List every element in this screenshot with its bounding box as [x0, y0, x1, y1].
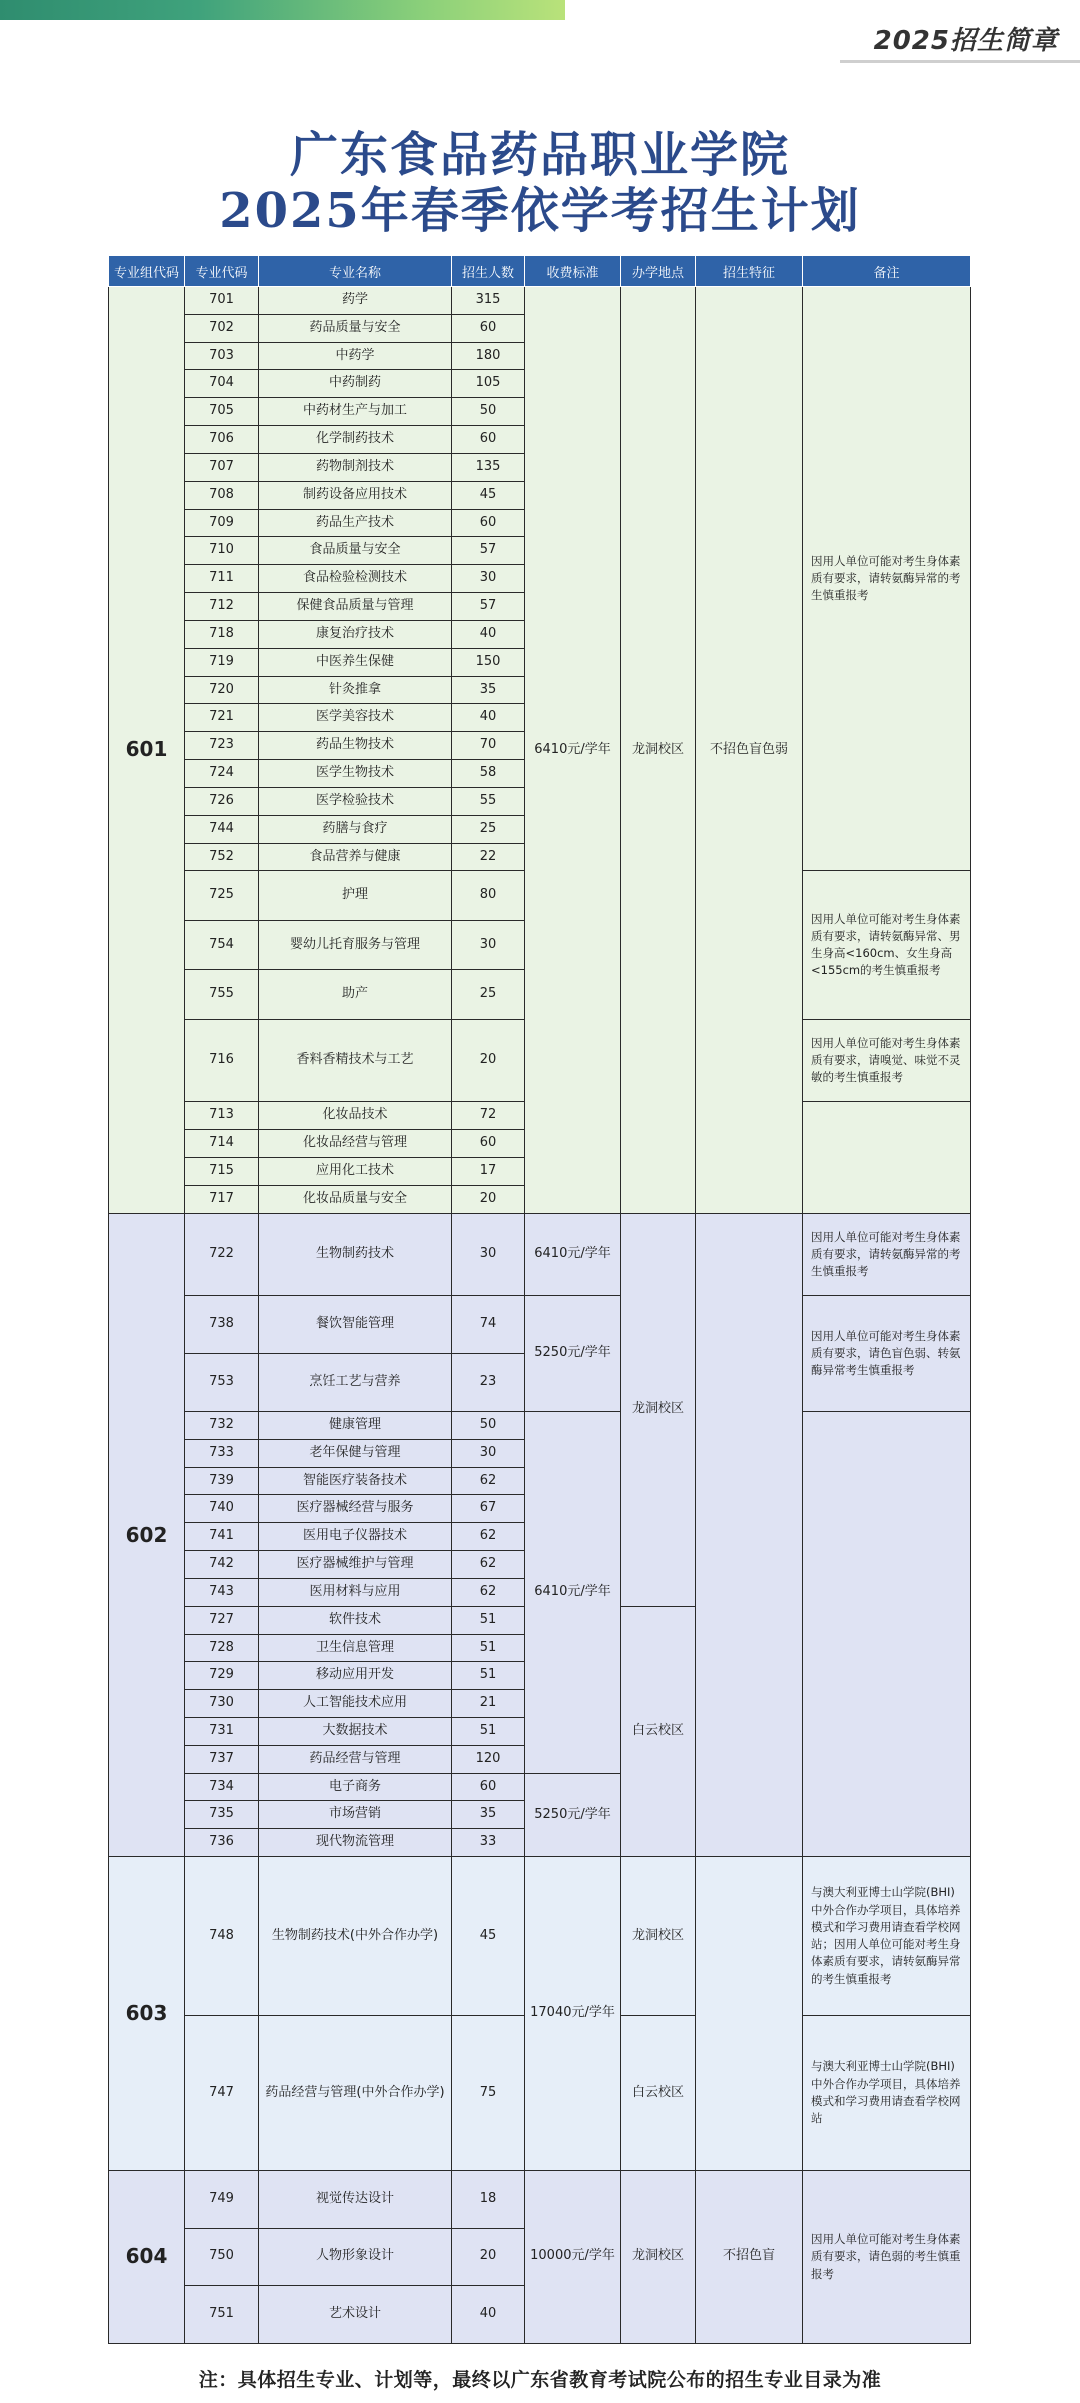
feature-cell-empty: [696, 1857, 803, 2170]
major-code: 742: [185, 1551, 259, 1579]
major-name: 烹饪工艺与营养: [259, 1354, 452, 1412]
enroll-count: 80: [452, 871, 525, 920]
major-code: 736: [185, 1829, 259, 1857]
enroll-count: 20: [452, 2228, 525, 2286]
enroll-count: 70: [452, 732, 525, 760]
enroll-count: 23: [452, 1354, 525, 1412]
table-row: [109, 2170, 971, 2228]
enroll-count: 40: [452, 620, 525, 648]
major-name: 生物制药技术(中外合作办学): [259, 1857, 452, 2016]
fee-cell: 17040元/学年: [525, 1857, 621, 2170]
major-name: 化妆品质量与安全: [259, 1185, 452, 1213]
remark-cell: 与澳大利亚博士山学院(BHI)中外合作办学项目，具体培养模式和学习费用请查看学校网站: [803, 2016, 971, 2171]
campus-cell: 白云校区: [621, 1606, 696, 1857]
major-code: 731: [185, 1718, 259, 1746]
campus-cell: 龙洞校区: [621, 1213, 696, 1606]
enroll-count: 62: [452, 1467, 525, 1495]
major-code: 735: [185, 1801, 259, 1829]
enroll-count: 35: [452, 1801, 525, 1829]
group-601: [109, 287, 971, 1214]
major-name: 医用材料与应用: [259, 1578, 452, 1606]
major-code: 728: [185, 1634, 259, 1662]
remark-cell: 与澳大利亚博士山学院(BHI)中外合作办学项目，具体培养模式和学习费用请查看学校网站；因用人单位可能对考生身体素质有要求，请转氨酶异常的考生慎重报考: [803, 1857, 971, 2016]
enroll-count: 60: [452, 1773, 525, 1801]
fee-cell: 6410元/学年: [525, 287, 621, 1214]
enroll-count: 60: [452, 426, 525, 454]
feature-cell-empty: [696, 1213, 803, 1856]
col-header-major-code: 专业代码: [185, 256, 259, 287]
major-code: 722: [185, 1213, 259, 1295]
major-code: 707: [185, 453, 259, 481]
enroll-count: 33: [452, 1829, 525, 1857]
major-name: 化学制药技术: [259, 426, 452, 454]
remark-cell: 因用人单位可能对考生身体素质有要求，请转氨酶异常、男生身高<160cm、女生身高<155cm的考生慎重报考: [803, 871, 971, 1019]
major-name: 医学美容技术: [259, 704, 452, 732]
enroll-count: 60: [452, 314, 525, 342]
feature-cell: 不招色盲: [696, 2170, 803, 2343]
enroll-count: 22: [452, 843, 525, 871]
major-name: 食品质量与安全: [259, 537, 452, 565]
major-code: 734: [185, 1773, 259, 1801]
enroll-count: 45: [452, 1857, 525, 2016]
major-name: 康复治疗技术: [259, 620, 452, 648]
major-code: 703: [185, 342, 259, 370]
major-name: 香料香精技术与工艺: [259, 1019, 452, 1101]
remark-cell: 因用人单位可能对考生身体素质有要求，请转氨酶异常的考生慎重报考: [803, 1213, 971, 1295]
fee-cell: 6410元/学年: [525, 1213, 621, 1295]
major-name: 软件技术: [259, 1606, 452, 1634]
major-code: 713: [185, 1102, 259, 1130]
major-name: 化妆品技术: [259, 1102, 452, 1130]
table-header-row: [109, 256, 971, 287]
enroll-count: 62: [452, 1551, 525, 1579]
major-code: 708: [185, 481, 259, 509]
enroll-count: 40: [452, 2286, 525, 2344]
col-header-fee: 收费标准: [525, 256, 621, 287]
major-code: 739: [185, 1467, 259, 1495]
enroll-count: 51: [452, 1718, 525, 1746]
major-name: 婴幼儿托育服务与管理: [259, 920, 452, 969]
enroll-count: 17: [452, 1157, 525, 1185]
enroll-count: 18: [452, 2170, 525, 2228]
major-name: 中医养生保健: [259, 648, 452, 676]
enrollment-plan-table: [108, 255, 971, 2344]
enroll-count: 20: [452, 1019, 525, 1101]
enroll-count: 40: [452, 704, 525, 732]
col-header-enroll-count: 招生人数: [452, 256, 525, 287]
major-name: 保健食品质量与管理: [259, 593, 452, 621]
major-name: 护理: [259, 871, 452, 920]
brochure-divider: [840, 60, 1080, 63]
enroll-count: 25: [452, 815, 525, 843]
major-name: 智能医疗装备技术: [259, 1467, 452, 1495]
brochure-tag: 2025招生简章: [873, 26, 1058, 56]
col-header-major-name: 专业名称: [259, 256, 452, 287]
enroll-count: 180: [452, 342, 525, 370]
enroll-count: 150: [452, 648, 525, 676]
enroll-count: 51: [452, 1662, 525, 1690]
footer-note: 注：具体招生专业、计划等，最终以广东省教育考试院公布的招生专业目录为准: [198, 2369, 882, 2391]
major-name: 药膳与食疗: [259, 815, 452, 843]
major-name: 艺术设计: [259, 2286, 452, 2344]
major-name: 药品经营与管理: [259, 1745, 452, 1773]
college-title: 广东食品药品职业学院: [289, 127, 790, 183]
enroll-count: 74: [452, 1296, 525, 1354]
major-name: 制药设备应用技术: [259, 481, 452, 509]
enroll-count: 25: [452, 970, 525, 1019]
enroll-count: 55: [452, 787, 525, 815]
plan-title: 2025年春季依学考招生计划: [219, 183, 861, 239]
enroll-count: 51: [452, 1634, 525, 1662]
major-code: 712: [185, 593, 259, 621]
major-name: 人工智能技术应用: [259, 1690, 452, 1718]
enroll-count: 30: [452, 565, 525, 593]
fee-cell: 5250元/学年: [525, 1773, 621, 1857]
major-code: 714: [185, 1130, 259, 1158]
major-name: 电子商务: [259, 1773, 452, 1801]
enroll-count: 72: [452, 1102, 525, 1130]
enroll-count: 45: [452, 481, 525, 509]
major-code: 751: [185, 2286, 259, 2344]
major-name: 人物形象设计: [259, 2228, 452, 2286]
enroll-count: 58: [452, 760, 525, 788]
col-header-group-code: 专业组代码: [109, 256, 185, 287]
major-code: 729: [185, 1662, 259, 1690]
group-603: [109, 1857, 971, 2170]
major-name: 药品质量与安全: [259, 314, 452, 342]
major-code: 721: [185, 704, 259, 732]
major-code: 727: [185, 1606, 259, 1634]
major-code: 738: [185, 1296, 259, 1354]
table-row: [109, 1213, 971, 1295]
fee-cell: 10000元/学年: [525, 2170, 621, 2343]
fee-cell: 5250元/学年: [525, 1296, 621, 1411]
major-name: 药品经营与管理(中外合作办学): [259, 2016, 452, 2171]
major-name: 食品营养与健康: [259, 843, 452, 871]
feature-cell: 不招色盲色弱: [696, 287, 803, 1214]
major-name: 老年保健与管理: [259, 1439, 452, 1467]
major-code: 749: [185, 2170, 259, 2228]
enroll-count: 30: [452, 1439, 525, 1467]
major-code: 733: [185, 1439, 259, 1467]
enroll-count: 50: [452, 1411, 525, 1439]
major-code: 701: [185, 287, 259, 315]
major-name: 生物制药技术: [259, 1213, 452, 1295]
major-name: 食品检验检测技术: [259, 565, 452, 593]
col-header-feature: 招生特征: [696, 256, 803, 287]
enroll-count: 20: [452, 1185, 525, 1213]
major-code: 732: [185, 1411, 259, 1439]
major-name: 中药学: [259, 342, 452, 370]
major-code: 753: [185, 1354, 259, 1412]
major-name: 药物制剂技术: [259, 453, 452, 481]
major-code: 752: [185, 843, 259, 871]
col-header-remarks: 备注: [803, 256, 971, 287]
major-name: 针灸推拿: [259, 676, 452, 704]
major-name: 移动应用开发: [259, 1662, 452, 1690]
major-code: 711: [185, 565, 259, 593]
enroll-count: 60: [452, 509, 525, 537]
major-name: 市场营销: [259, 1801, 452, 1829]
major-code: 723: [185, 732, 259, 760]
major-code: 748: [185, 1857, 259, 2016]
major-name: 中药材生产与加工: [259, 398, 452, 426]
major-name: 医疗器械经营与服务: [259, 1495, 452, 1523]
major-code: 717: [185, 1185, 259, 1213]
remark-cell: 因用人单位可能对考生身体素质有要求，请嗅觉、味觉不灵敏的考生慎重报考: [803, 1019, 971, 1101]
major-name: 化妆品经营与管理: [259, 1130, 452, 1158]
group-604: [109, 2170, 971, 2343]
group-602: [109, 1213, 971, 1856]
major-name: 药学: [259, 287, 452, 315]
major-code: 755: [185, 970, 259, 1019]
major-code: 743: [185, 1578, 259, 1606]
major-code: 716: [185, 1019, 259, 1101]
major-name: 视觉传达设计: [259, 2170, 452, 2228]
enroll-count: 35: [452, 676, 525, 704]
remark-cell: 因用人单位可能对考生身体素质有要求，请转氨酶异常的考生慎重报考: [803, 287, 971, 871]
major-code: 740: [185, 1495, 259, 1523]
enroll-count: 51: [452, 1606, 525, 1634]
enroll-count: 67: [452, 1495, 525, 1523]
major-code: 741: [185, 1523, 259, 1551]
enroll-count: 120: [452, 1745, 525, 1773]
major-name: 应用化工技术: [259, 1157, 452, 1185]
group-code: 602: [109, 1213, 185, 1856]
major-name: 中药制药: [259, 370, 452, 398]
major-code: 754: [185, 920, 259, 969]
group-code: 604: [109, 2170, 185, 2343]
major-code: 709: [185, 509, 259, 537]
campus-cell: 龙洞校区: [621, 287, 696, 1214]
major-code: 704: [185, 370, 259, 398]
enroll-count: 30: [452, 920, 525, 969]
major-code: 747: [185, 2016, 259, 2171]
enroll-count: 62: [452, 1578, 525, 1606]
enroll-count: 315: [452, 287, 525, 315]
major-code: 725: [185, 871, 259, 920]
major-name: 现代物流管理: [259, 1829, 452, 1857]
major-name: 医学生物技术: [259, 760, 452, 788]
major-code: 750: [185, 2228, 259, 2286]
group-code: 603: [109, 1857, 185, 2170]
major-name: 卫生信息管理: [259, 1634, 452, 1662]
fee-cell: 6410元/学年: [525, 1411, 621, 1773]
major-name: 助产: [259, 970, 452, 1019]
remark-cell: 因用人单位可能对考生身体素质有要求，请色盲色弱、转氨酶异常考生慎重报考: [803, 1296, 971, 1411]
major-code: 730: [185, 1690, 259, 1718]
enroll-count: 30: [452, 1213, 525, 1295]
table-row: [109, 1296, 971, 1354]
major-name: 餐饮智能管理: [259, 1296, 452, 1354]
remark-cell-empty: [803, 1102, 971, 1214]
major-name: 药品生产技术: [259, 509, 452, 537]
major-code: 706: [185, 426, 259, 454]
major-code: 702: [185, 314, 259, 342]
campus-cell: 龙洞校区: [621, 2170, 696, 2343]
enroll-count: 75: [452, 2016, 525, 2171]
enroll-count: 105: [452, 370, 525, 398]
major-code: 719: [185, 648, 259, 676]
enroll-count: 57: [452, 593, 525, 621]
table-row: [109, 1857, 971, 2016]
campus-cell: 龙洞校区: [621, 1857, 696, 2016]
top-gradient-bar: [0, 0, 565, 20]
remark-cell: 因用人单位可能对考生身体素质有要求，请色弱的考生慎重报考: [803, 2170, 971, 2343]
table-row: [109, 287, 971, 315]
enroll-count: 135: [452, 453, 525, 481]
enroll-count: 62: [452, 1523, 525, 1551]
major-name: 医用电子仪器技术: [259, 1523, 452, 1551]
major-code: 724: [185, 760, 259, 788]
enroll-count: 57: [452, 537, 525, 565]
major-code: 715: [185, 1157, 259, 1185]
major-name: 医疗器械维护与管理: [259, 1551, 452, 1579]
major-code: 705: [185, 398, 259, 426]
col-header-campus: 办学地点: [621, 256, 696, 287]
major-code: 737: [185, 1745, 259, 1773]
enroll-count: 50: [452, 398, 525, 426]
campus-cell: 白云校区: [621, 2016, 696, 2171]
major-code: 726: [185, 787, 259, 815]
table-row: [109, 1411, 971, 1439]
enroll-count: 60: [452, 1130, 525, 1158]
major-name: 大数据技术: [259, 1718, 452, 1746]
major-code: 720: [185, 676, 259, 704]
major-code: 718: [185, 620, 259, 648]
major-code: 744: [185, 815, 259, 843]
major-name: 药品生物技术: [259, 732, 452, 760]
major-name: 医学检验技术: [259, 787, 452, 815]
enroll-count: 21: [452, 1690, 525, 1718]
major-code: 710: [185, 537, 259, 565]
group-code: 601: [109, 287, 185, 1214]
remark-cell-empty: [803, 1411, 971, 1856]
major-name: 健康管理: [259, 1411, 452, 1439]
